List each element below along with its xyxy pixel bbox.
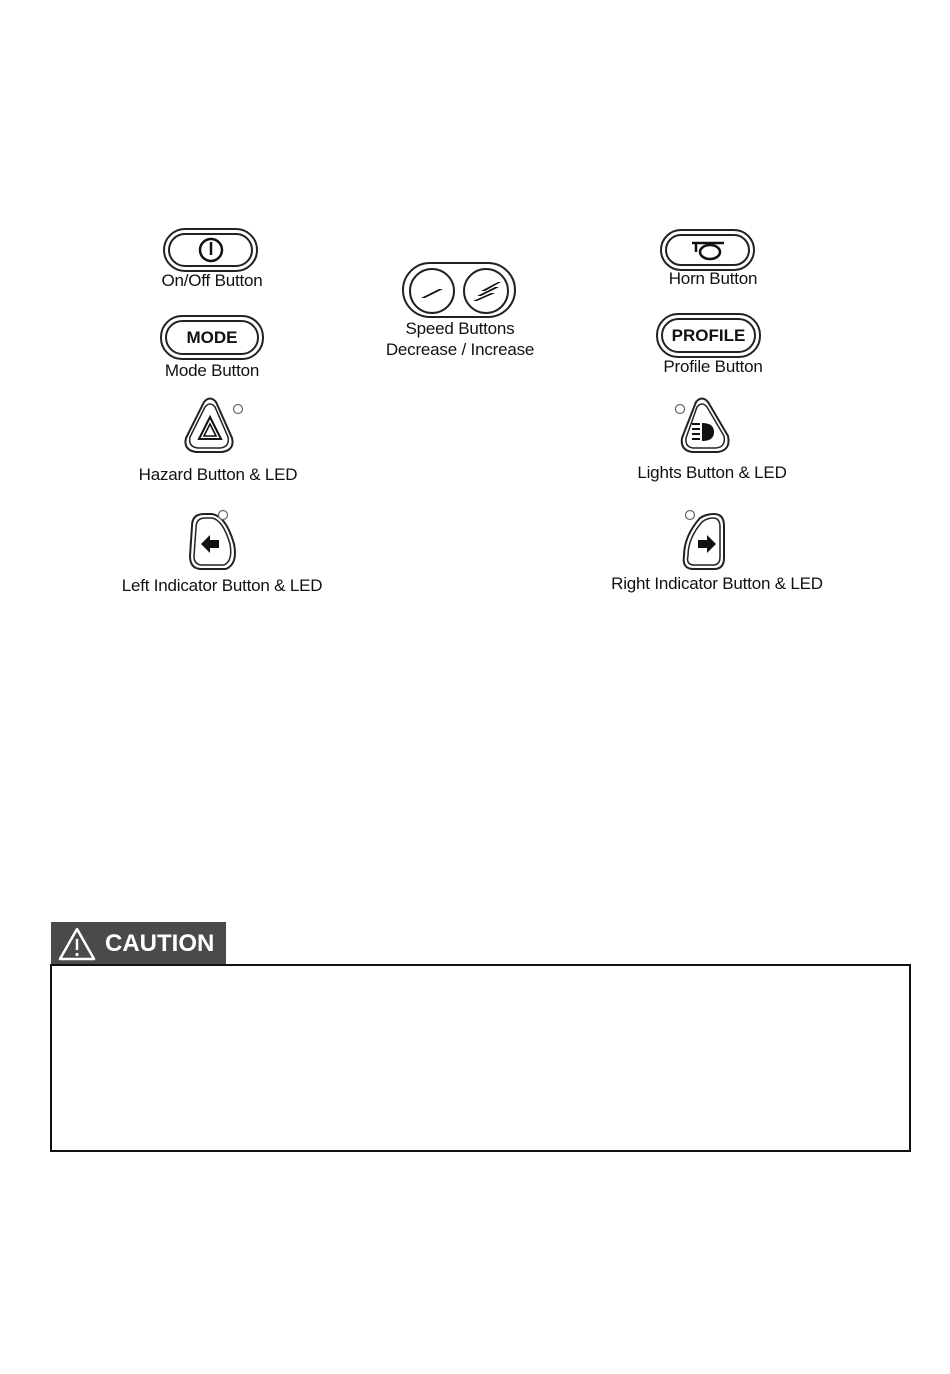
right-indicator-button-label: Right Indicator Button & LED xyxy=(611,574,823,593)
on-off-button[interactable] xyxy=(163,228,258,272)
speed-buttons xyxy=(402,262,516,318)
left-indicator-led xyxy=(219,511,228,520)
caution-title: CAUTION xyxy=(105,930,215,957)
right-indicator-led xyxy=(686,511,695,520)
horn-icon xyxy=(688,238,728,262)
speed-buttons-label-line2: Decrease / Increase xyxy=(385,340,535,359)
profile-button[interactable] xyxy=(656,313,761,358)
left-indicator-button-label: Left Indicator Button & LED xyxy=(121,576,323,595)
lights-button[interactable] xyxy=(672,396,738,458)
on-off-button-label: On/Off Button xyxy=(161,271,263,290)
lights-button-label: Lights Button & LED xyxy=(637,463,787,482)
power-icon xyxy=(196,235,226,265)
mode-button-text: MODE xyxy=(186,327,238,347)
warning-triangle-icon xyxy=(57,926,97,962)
speed-increase-button[interactable] xyxy=(461,267,511,315)
mode-button[interactable] xyxy=(160,315,264,360)
caution-box xyxy=(50,964,911,1152)
lights-led xyxy=(676,405,685,414)
left-indicator-button[interactable] xyxy=(186,506,246,574)
caution-header xyxy=(51,922,226,966)
profile-button-label: Profile Button xyxy=(663,357,763,376)
hazard-button-label: Hazard Button & LED xyxy=(138,465,298,484)
hazard-button[interactable] xyxy=(182,396,248,458)
horn-button-label: Horn Button xyxy=(668,269,758,288)
profile-button-text: PROFILE xyxy=(671,325,746,345)
speed-decrease-button[interactable] xyxy=(407,267,457,315)
right-indicator-button[interactable] xyxy=(676,506,736,574)
horn-button[interactable] xyxy=(660,229,755,271)
hazard-led xyxy=(234,405,243,414)
mode-button-label: Mode Button xyxy=(164,361,260,380)
speed-buttons-label-line1: Speed Buttons xyxy=(405,319,515,338)
